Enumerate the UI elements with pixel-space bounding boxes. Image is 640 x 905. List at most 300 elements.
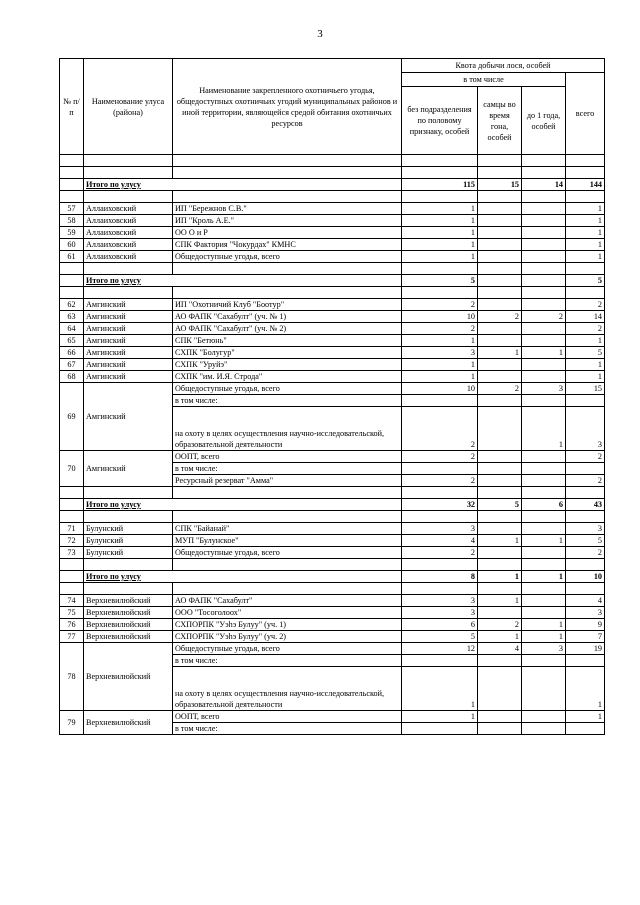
empty-cell xyxy=(173,167,402,179)
cell-calves: 1 xyxy=(522,535,566,547)
cell-males xyxy=(478,523,522,535)
col-header-total: всего xyxy=(566,73,605,155)
row-ulus: Амгинский xyxy=(84,451,173,487)
empty-cell xyxy=(566,191,605,203)
row-area: Общедоступные угодья, всего xyxy=(173,547,402,559)
cell-calves xyxy=(522,523,566,535)
empty-cell xyxy=(173,155,402,167)
row-ulus: Аллаиховский xyxy=(84,239,173,251)
cell-calves: 1 xyxy=(522,631,566,643)
total-label: Итого по улусу xyxy=(84,179,402,191)
cell-calves: 3 xyxy=(522,383,566,395)
empty-cell xyxy=(84,263,173,275)
empty-cell xyxy=(566,487,605,499)
col-header-incl: в том числе xyxy=(402,73,566,87)
table-row xyxy=(60,203,605,215)
col-header-ulus: Наименование улуса (района) xyxy=(84,59,173,155)
row-ulus: Булунский xyxy=(84,535,173,547)
blank-row xyxy=(60,559,605,571)
empty-cell xyxy=(173,191,402,203)
empty-cell xyxy=(478,287,522,299)
cell-calves xyxy=(522,607,566,619)
row-area: СХПОРПК "Уэhэ Булуу" (уч. 2) xyxy=(173,631,402,643)
cell-males xyxy=(478,227,522,239)
cell-total: 144 xyxy=(566,179,605,191)
row-ulus: Верхневилюйский xyxy=(84,595,173,607)
empty-cell xyxy=(173,583,402,595)
cell-unsexed: 1 xyxy=(402,711,478,723)
cell-total: 5 xyxy=(566,275,605,287)
cell-males xyxy=(478,275,522,287)
empty-cell xyxy=(60,499,84,511)
row-area: СПК "Бетюнь" xyxy=(173,335,402,347)
row-num: 71 xyxy=(60,523,84,535)
empty-cell xyxy=(478,511,522,523)
row-ulus: Аллаиховский xyxy=(84,227,173,239)
cell-unsexed: 1 xyxy=(402,239,478,251)
cell-males: 1 xyxy=(478,631,522,643)
cell-calves xyxy=(522,239,566,251)
cell-total: 1 xyxy=(566,359,605,371)
row-num: 67 xyxy=(60,359,84,371)
total-label: Итого по улусу xyxy=(84,499,402,511)
row-area: ООО "Тосоголоох" xyxy=(173,607,402,619)
row-ulus: Амгинский xyxy=(84,371,173,383)
empty-cell xyxy=(402,511,478,523)
empty-cell xyxy=(478,487,522,499)
total-label: Итого по улусу xyxy=(84,571,402,583)
empty-cell xyxy=(60,287,84,299)
cell-total: 2 xyxy=(566,451,605,463)
cell-unsexed: 2 xyxy=(402,323,478,335)
col-header-males: самцы во время гона, особей xyxy=(478,87,522,155)
row-area: ИП "Бережнов С.В." xyxy=(173,203,402,215)
table-row xyxy=(60,335,605,347)
cell-unsexed: 1 xyxy=(402,203,478,215)
empty-cell xyxy=(522,167,566,179)
table-row xyxy=(60,251,605,263)
cell-calves xyxy=(522,227,566,239)
row-area: Общедоступные угодья, всего xyxy=(173,643,402,655)
cell-unsexed: 1 xyxy=(402,371,478,383)
cell-total: 7 xyxy=(566,631,605,643)
empty-cell xyxy=(84,511,173,523)
cell-calves xyxy=(522,335,566,347)
row-ulus: Булунский xyxy=(84,547,173,559)
cell-males: 1 xyxy=(478,535,522,547)
cell-unsexed: 32 xyxy=(402,499,478,511)
cell-males xyxy=(478,335,522,347)
empty-cell xyxy=(402,263,478,275)
cell-males: 1 xyxy=(478,347,522,359)
total-label: Итого по улусу xyxy=(84,275,402,287)
empty-cell xyxy=(60,155,84,167)
empty-cell xyxy=(478,559,522,571)
cell-calves xyxy=(522,595,566,607)
row-ulus: Амгинский xyxy=(84,335,173,347)
row-area: АО ФАПК "Сахабулт" (уч. № 2) xyxy=(173,323,402,335)
cell-males xyxy=(478,251,522,263)
row-area: Ресурсный резерват "Амма" xyxy=(173,475,402,487)
table-row xyxy=(60,215,605,227)
row-num: 59 xyxy=(60,227,84,239)
cell-calves xyxy=(522,359,566,371)
cell-males xyxy=(478,607,522,619)
empty-cell xyxy=(522,191,566,203)
cell-unsexed: 12 xyxy=(402,643,478,655)
empty-cell xyxy=(60,179,84,191)
empty-cell xyxy=(478,167,522,179)
cell-calves: 6 xyxy=(522,499,566,511)
cell-calves xyxy=(522,215,566,227)
empty-cell xyxy=(478,191,522,203)
cell-unsexed: 1 xyxy=(402,251,478,263)
cell-calves: 14 xyxy=(522,179,566,191)
cell-unsexed: 5 xyxy=(402,631,478,643)
cell-unsexed: 5 xyxy=(402,275,478,287)
empty-cell xyxy=(566,167,605,179)
row-area: в том числе: xyxy=(173,655,402,667)
row-area: СПК Фактория "Чокурдах" КМНС xyxy=(173,239,402,251)
empty-cell xyxy=(173,487,402,499)
row-num: 77 xyxy=(60,631,84,643)
cell-total: 2 xyxy=(566,299,605,311)
group-69 xyxy=(60,383,605,451)
empty-cell xyxy=(566,263,605,275)
empty-cell xyxy=(173,287,402,299)
row-area: СХПК "Уруйэ" xyxy=(173,359,402,371)
empty-cell xyxy=(84,487,173,499)
cell-unsexed: 2 xyxy=(402,407,478,451)
empty-cell xyxy=(402,155,478,167)
row-num: 62 xyxy=(60,299,84,311)
row-num: 75 xyxy=(60,607,84,619)
ulus-total-row xyxy=(60,499,605,511)
empty-cell xyxy=(84,155,173,167)
row-area: ОО О и Р xyxy=(173,227,402,239)
empty-cell xyxy=(566,511,605,523)
row-num: 64 xyxy=(60,323,84,335)
empty-cell xyxy=(60,511,84,523)
col-header-calves: до 1 года, особей xyxy=(522,87,566,155)
row-num: 68 xyxy=(60,371,84,383)
row-num: 57 xyxy=(60,203,84,215)
cell-males xyxy=(478,215,522,227)
empty-cell xyxy=(566,155,605,167)
cell-unsexed: 4 xyxy=(402,535,478,547)
row-area: на охоту в целях осуществления научно-исследовательской, образовательной деятельности xyxy=(173,407,402,451)
cell-total: 1 xyxy=(566,371,605,383)
row-num: 60 xyxy=(60,239,84,251)
table-row xyxy=(60,311,605,323)
row-num: 61 xyxy=(60,251,84,263)
empty-cell xyxy=(84,559,173,571)
empty-cell xyxy=(60,275,84,287)
cell-males xyxy=(478,359,522,371)
empty-cell xyxy=(173,263,402,275)
col-header-unsexed: без подразделения по половому признаку, особей xyxy=(402,87,478,155)
table-row xyxy=(60,347,605,359)
row-ulus: Аллаиховский xyxy=(84,203,173,215)
empty-cell xyxy=(402,487,478,499)
cell-unsexed: 10 xyxy=(402,383,478,395)
cell-total: 1 xyxy=(566,215,605,227)
group-79 xyxy=(60,711,605,735)
cell-total: 3 xyxy=(566,407,605,451)
cell-males xyxy=(478,371,522,383)
empty-cell xyxy=(522,155,566,167)
cell-calves xyxy=(522,299,566,311)
row-ulus: Амгинский xyxy=(84,323,173,335)
empty-cell xyxy=(522,263,566,275)
table-row xyxy=(60,299,605,311)
row-area: Общедоступные угодья, всего xyxy=(173,251,402,263)
cell-males: 1 xyxy=(478,595,522,607)
row-ulus: Амгинский xyxy=(84,311,173,323)
blank-row xyxy=(60,167,605,179)
cell-males: 15 xyxy=(478,179,522,191)
row-area: СХПК "им. И.Я. Строда" xyxy=(173,371,402,383)
row-ulus: Аллаиховский xyxy=(84,251,173,263)
cell-males: 1 xyxy=(478,571,522,583)
cell-calves xyxy=(522,667,566,711)
row-ulus: Амгинский xyxy=(84,347,173,359)
cell-males: 2 xyxy=(478,311,522,323)
empty-cell xyxy=(60,263,84,275)
row-area: ООПТ, всего xyxy=(173,711,402,723)
row-num: 66 xyxy=(60,347,84,359)
row-num: 78 xyxy=(60,643,84,711)
empty-cell xyxy=(60,559,84,571)
row-num: 58 xyxy=(60,215,84,227)
row-area: ИП "Кроль А.Е." xyxy=(173,215,402,227)
row-area: СХПК "Болугур" xyxy=(173,347,402,359)
empty-cell xyxy=(173,511,402,523)
blank-row xyxy=(60,191,605,203)
cell-males xyxy=(478,407,522,451)
table-row xyxy=(60,523,605,535)
col-header-quota: Квота добычи лося, особей xyxy=(402,59,605,73)
table-row xyxy=(60,619,605,631)
row-ulus: Верхневилюйский xyxy=(84,607,173,619)
cell-calves: 1 xyxy=(522,347,566,359)
moose-quota-table xyxy=(59,58,605,735)
cell-total: 14 xyxy=(566,311,605,323)
blank-row xyxy=(60,155,605,167)
cell-males xyxy=(478,203,522,215)
row-ulus: Булунский xyxy=(84,523,173,535)
cell-calves xyxy=(522,275,566,287)
empty-cell xyxy=(84,167,173,179)
col-header-num: № п/п xyxy=(60,59,84,155)
cell-unsexed: 8 xyxy=(402,571,478,583)
row-ulus: Верхневилюйский xyxy=(84,631,173,643)
blank-row xyxy=(60,263,605,275)
empty-cell xyxy=(522,559,566,571)
table-row xyxy=(60,595,605,607)
cell-total: 15 xyxy=(566,383,605,395)
empty-cell xyxy=(402,191,478,203)
row-ulus: Амгинский xyxy=(84,359,173,371)
row-area: в том числе: xyxy=(173,723,402,735)
cell-total: 1 xyxy=(566,203,605,215)
cell-total: 2 xyxy=(566,323,605,335)
cell-calves: 1 xyxy=(522,407,566,451)
cell-unsexed: 1 xyxy=(402,335,478,347)
row-num: 73 xyxy=(60,547,84,559)
blank-row xyxy=(60,583,605,595)
blank-row xyxy=(60,287,605,299)
cell-calves xyxy=(522,547,566,559)
page-number: 3 xyxy=(317,28,323,40)
table-row xyxy=(60,371,605,383)
cell-males xyxy=(478,323,522,335)
cell-males xyxy=(478,299,522,311)
empty-cell xyxy=(566,583,605,595)
table-row xyxy=(60,323,605,335)
table-row xyxy=(60,631,605,643)
empty-cell xyxy=(60,487,84,499)
cell-total: 9 xyxy=(566,619,605,631)
empty-cell xyxy=(60,191,84,203)
empty-cell xyxy=(478,155,522,167)
cell-total: 1 xyxy=(566,251,605,263)
cell-unsexed: 6 xyxy=(402,619,478,631)
empty-cell xyxy=(402,167,478,179)
row-area: АО ФАПК "Сахабулт" xyxy=(173,595,402,607)
cell-unsexed: 3 xyxy=(402,607,478,619)
row-area: ООПТ, всего xyxy=(173,451,402,463)
empty-cell xyxy=(84,191,173,203)
row-area: АО ФАПК "Сахабулт" (уч. № 1) xyxy=(173,311,402,323)
cell-unsexed: 1 xyxy=(402,227,478,239)
table-row xyxy=(60,547,605,559)
row-num: 69 xyxy=(60,383,84,451)
empty-cell xyxy=(60,571,84,583)
empty-cell xyxy=(478,263,522,275)
cell-calves: 1 xyxy=(522,619,566,631)
row-ulus: Верхневилюйский xyxy=(84,643,173,711)
cell-unsexed: 3 xyxy=(402,523,478,535)
row-num: 76 xyxy=(60,619,84,631)
empty-cell xyxy=(566,559,605,571)
empty-cell xyxy=(522,487,566,499)
cell-total: 4 xyxy=(566,595,605,607)
table-row xyxy=(60,607,605,619)
table-row xyxy=(60,359,605,371)
cell-males xyxy=(478,667,522,711)
row-ulus: Аллаиховский xyxy=(84,215,173,227)
empty-cell xyxy=(84,287,173,299)
table-row xyxy=(60,239,605,251)
table-row xyxy=(60,535,605,547)
row-area: Общедоступные угодья, всего xyxy=(173,383,402,395)
ulus-total-row xyxy=(60,571,605,583)
cell-unsexed: 1 xyxy=(402,215,478,227)
table-body xyxy=(60,155,605,383)
row-num: 63 xyxy=(60,311,84,323)
cell-unsexed: 2 xyxy=(402,475,478,487)
cell-unsexed: 1 xyxy=(402,359,478,371)
empty-cell xyxy=(173,559,402,571)
cell-males: 2 xyxy=(478,619,522,631)
cell-calves xyxy=(522,371,566,383)
cell-total: 19 xyxy=(566,643,605,655)
row-ulus: Верхневилюйский xyxy=(84,711,173,735)
cell-calves: 2 xyxy=(522,311,566,323)
group-70 xyxy=(60,451,605,487)
empty-cell xyxy=(402,287,478,299)
ulus-total-row xyxy=(60,179,605,191)
row-area: МУП "Булунское" xyxy=(173,535,402,547)
cell-unsexed: 2 xyxy=(402,547,478,559)
row-area: в том числе: xyxy=(173,463,402,475)
cell-unsexed: 115 xyxy=(402,179,478,191)
cell-total: 10 xyxy=(566,571,605,583)
empty-cell xyxy=(402,583,478,595)
row-num: 72 xyxy=(60,535,84,547)
table-body xyxy=(60,487,605,643)
cell-calves: 1 xyxy=(522,571,566,583)
cell-total: 1 xyxy=(566,667,605,711)
col-header-area: Наименование закрепленного охотничьего угодья, общедоступных охотничьих угодий муниципальных районов и иной территории, являющейся средой обитания охотничьих ресурсов xyxy=(173,59,402,155)
row-ulus: Верхневилюйский xyxy=(84,619,173,631)
row-num: 79 xyxy=(60,711,84,735)
cell-total: 1 xyxy=(566,227,605,239)
cell-calves xyxy=(522,251,566,263)
table-row xyxy=(60,227,605,239)
cell-calves xyxy=(522,323,566,335)
cell-total: 5 xyxy=(566,347,605,359)
empty-cell xyxy=(60,167,84,179)
empty-cell xyxy=(84,583,173,595)
cell-males: 2 xyxy=(478,383,522,395)
cell-unsexed: 2 xyxy=(402,451,478,463)
empty-cell xyxy=(522,583,566,595)
cell-unsexed: 2 xyxy=(402,299,478,311)
cell-total: 2 xyxy=(566,475,605,487)
cell-males: 5 xyxy=(478,499,522,511)
cell-total: 1 xyxy=(566,711,605,723)
empty-cell xyxy=(478,583,522,595)
empty-cell xyxy=(566,287,605,299)
row-area: на охоту в целях осуществления научно-исследовательской, образовательной деятельности xyxy=(173,667,402,711)
row-num: 65 xyxy=(60,335,84,347)
empty-cell xyxy=(522,287,566,299)
cell-calves: 3 xyxy=(522,643,566,655)
cell-unsexed: 10 xyxy=(402,311,478,323)
cell-males xyxy=(478,547,522,559)
cell-total: 1 xyxy=(566,239,605,251)
cell-total: 3 xyxy=(566,523,605,535)
cell-unsexed: 3 xyxy=(402,595,478,607)
ulus-total-row xyxy=(60,275,605,287)
empty-cell xyxy=(60,583,84,595)
cell-total: 43 xyxy=(566,499,605,511)
row-ulus: Амгинский xyxy=(84,299,173,311)
cell-total: 5 xyxy=(566,535,605,547)
row-num: 74 xyxy=(60,595,84,607)
row-num: 70 xyxy=(60,451,84,487)
cell-total: 3 xyxy=(566,607,605,619)
cell-unsexed: 3 xyxy=(402,347,478,359)
row-area: ИП "Охотничий Клуб "Боотур" xyxy=(173,299,402,311)
cell-calves xyxy=(522,203,566,215)
empty-cell xyxy=(402,559,478,571)
row-area: СПК "Байанай" xyxy=(173,523,402,535)
row-area: в том числе: xyxy=(173,395,402,407)
cell-unsexed: 1 xyxy=(402,667,478,711)
